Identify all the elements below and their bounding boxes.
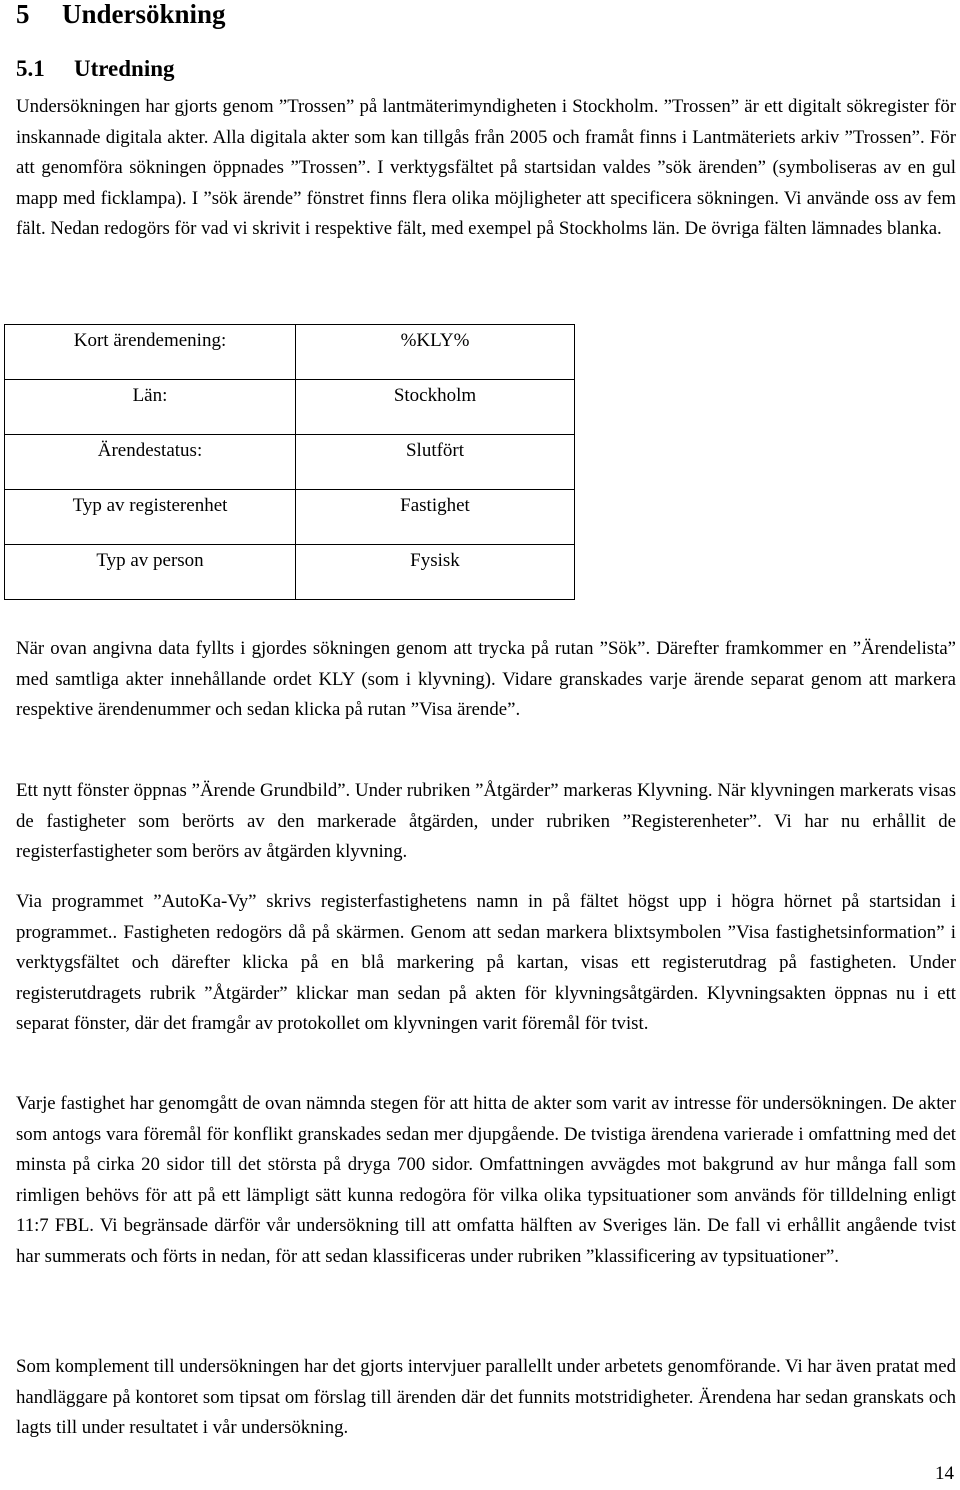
table-row bbox=[5, 325, 575, 380]
field-value: Fysisk bbox=[296, 545, 575, 600]
page-number: 14 bbox=[935, 1463, 954, 1484]
table-row bbox=[5, 490, 575, 545]
section-title: Undersökning bbox=[62, 0, 226, 29]
paragraph-interviews: Som komplement till undersökningen har det gjorts intervjuer parallellt under arbetets genomförande. Vi har även pratat med handläggare på kontoret som tipsat om förslag till ärenden där det funnits motstridigheter. Ärendena har sedan granskats och lagts till under resultatet i vår undersökning. bbox=[16, 1356, 956, 1439]
subsection-heading bbox=[16, 53, 175, 85]
search-fields-table bbox=[4, 324, 575, 600]
field-label: Typ av registerenhet bbox=[5, 490, 296, 545]
section-heading bbox=[16, 0, 226, 34]
paragraph-search: När ovan angivna data fyllts i gjordes sökningen genom att trycka på rutan ”Sök”. Därefter framkommer en ”Ärendelista” med samtliga akter innehållande ordet KLY (som i klyvning). Vidare granskades varje ärende separat genom att markera respektive ärendenummer och sedan klicka på rutan ”Visa ärende”. bbox=[16, 638, 956, 721]
table-row bbox=[5, 380, 575, 435]
table-row bbox=[5, 545, 575, 600]
field-value: Slutfört bbox=[296, 435, 575, 490]
subsection-number: 5.1 bbox=[16, 56, 45, 81]
field-label: Kort ärendemening: bbox=[5, 325, 296, 380]
field-value: Stockholm bbox=[296, 380, 575, 435]
paragraph-review: Varje fastighet har genomgått de ovan nämnda stegen för att hitta de akter som varit av intresse för undersökningen. De akter som antogs vara föremål för konflikt granskades sedan mer djupgående. De tvistiga ärendena varierade i omfattning med det minsta på cirka 20 sidor till det största på dryga 700 sidor. Omfattningen avvägdes mot bakgrund av hur många fall som rimligen behövs för att på ett lämpligt sätt kunna redogöra för vilka olika typsituationer som används för tilldelning enligt 11:7 FBL. Vi begränsade därför vår undersökning till att omfatta hälften av Sveriges län. De fall vi erhållit angående tvist har summerats och förts in nedan, för att sedan klassificeras under rubriken ”klassificering av typsituationer”. bbox=[16, 1093, 956, 1267]
field-value: Fastighet bbox=[296, 490, 575, 545]
subsection-title: Utredning bbox=[74, 56, 175, 81]
paragraph-autoka-vy: Via programmet ”AutoKa-Vy” skrivs registerfastighetens namn in på fältet högst upp i högra hörnet på startsidan i programmet.. Fastigheten redogörs då på skärmen. Genom att sedan markera blixtsymbolen ”Visa fastighetsinformation” i verktygsfältet och därefter klicka på en blå markering på kartan, visas ett registerutdrag på fastigheten. Under registerutdragets rubrik ”Åtgärder” klickar man sedan på akten för klyvningsåtgärden. Klyvningsakten öppnas nu i ett separat fönster, där det framgår av protokollet om klyvningen varit föremål för tvist. bbox=[16, 891, 956, 1035]
paragraph-intro: Undersökningen har gjorts genom ”Trossen” på lantmäterimyndigheten i Stockholm. ”Trossen” är ett digitalt sökregister för inskannade digitala akter. Alla digitala akter som kan tillgås från 2005 och framåt finns i Lantmäteriets arkiv ”Trossen”. För att genomföra sökningen öppnades ”Trossen”. I verktygsfältet på startsidan valdes ”sök ärenden” (symboliseras av en gul mapp med ficklampa). I ”sök ärende” fönstret finns flera olika möjligheter att specificera sökningen. Vi använde oss av fem fält. Nedan redogörs för vad vi skrivit i respektive fält, med exempel på Stockholms län. De övriga fälten lämnades blanka. bbox=[16, 96, 956, 240]
table-row bbox=[5, 435, 575, 490]
field-label: Ärendestatus: bbox=[5, 435, 296, 490]
section-number: 5 bbox=[16, 0, 30, 29]
field-label: Län: bbox=[5, 380, 296, 435]
field-label: Typ av person bbox=[5, 545, 296, 600]
paragraph-new-window: Ett nytt fönster öppnas ”Ärende Grundbild”. Under rubriken ”Åtgärder” markeras Klyvning. När klyvningen markerats visas de fastigheter som berörts av den markerade åtgärden, under rubriken ”Registerenheter”. Vi har nu erhållit de registerfastigheter som berörs av åtgärden klyvning. bbox=[16, 780, 956, 863]
field-value: %KLY% bbox=[296, 325, 575, 380]
